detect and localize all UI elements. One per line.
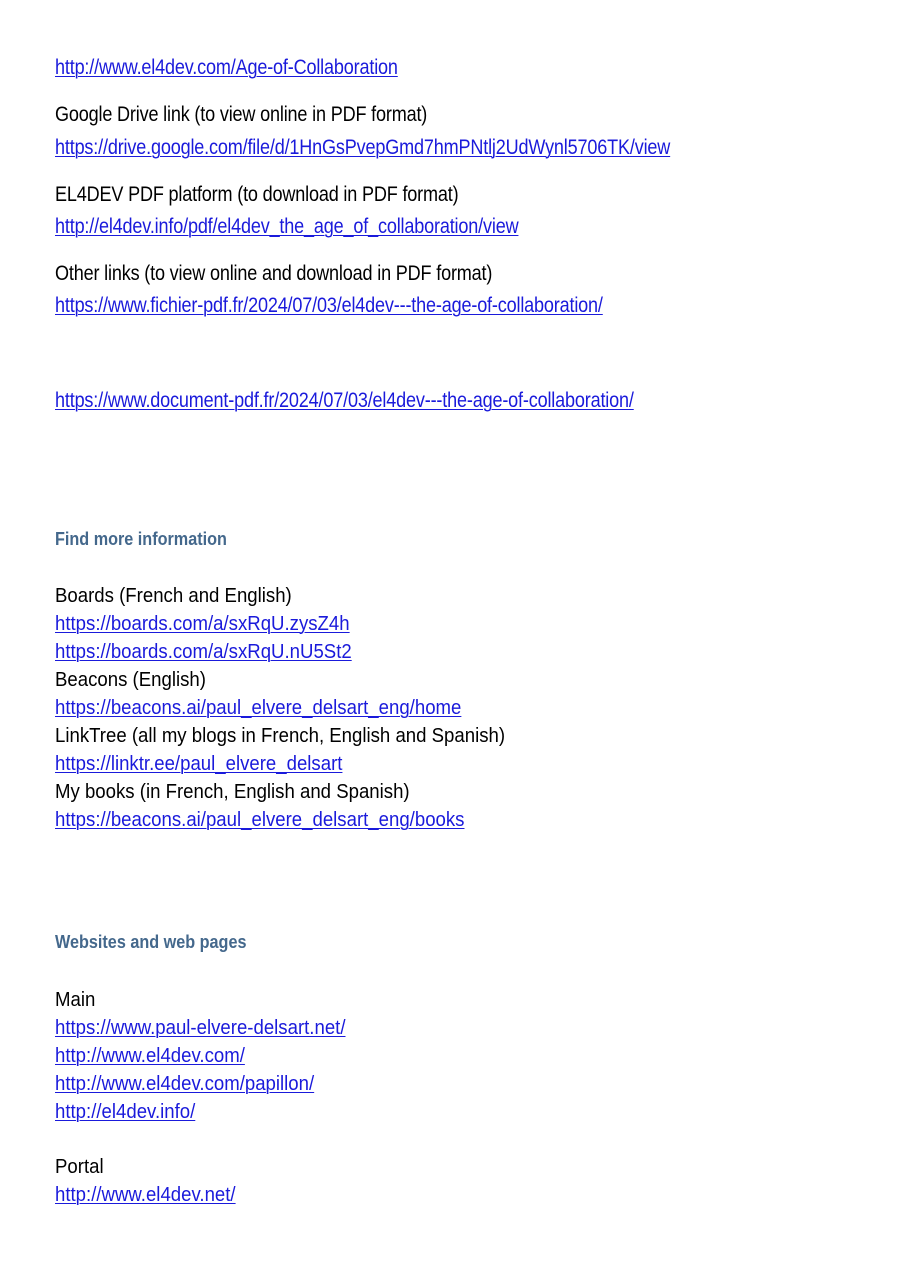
document-pdf-link[interactable]: https://www.document-pdf.fr/2024/07/03/el4dev---the-age-of-collaboration/ bbox=[55, 389, 634, 412]
beacons-books-link[interactable]: https://beacons.ai/paul_elvere_delsart_eng/books bbox=[55, 809, 465, 831]
pdf-platform-label: EL4DEV PDF platform (to download in PDF format) bbox=[55, 183, 459, 206]
pdf-platform-link[interactable]: http://el4dev.info/pdf/el4dev_the_age_of_collaboration/view bbox=[55, 215, 519, 238]
google-drive-link[interactable]: https://drive.google.com/file/d/1HnGsPvepGmd7hmPNtlj2UdWynl5706TK/view bbox=[55, 136, 671, 159]
age-of-collaboration-link[interactable]: http://www.el4dev.com/Age-of-Collaboration bbox=[55, 56, 398, 79]
other-links-label: Other links (to view online and download in PDF format) bbox=[55, 262, 493, 285]
el4dev-papillon-link[interactable]: http://www.el4dev.com/papillon/ bbox=[55, 1073, 315, 1095]
boards-link-2[interactable]: https://boards.com/a/sxRqU.nU5St2 bbox=[55, 641, 352, 663]
portal-label: Portal bbox=[55, 1156, 104, 1178]
el4dev-net-link[interactable]: http://www.el4dev.net/ bbox=[55, 1184, 236, 1206]
boards-label: Boards (French and English) bbox=[55, 585, 292, 607]
el4dev-info-link[interactable]: http://el4dev.info/ bbox=[55, 1101, 196, 1123]
websites-heading: Websites and web pages bbox=[55, 932, 247, 952]
main-label: Main bbox=[55, 989, 96, 1011]
boards-link-1[interactable]: https://boards.com/a/sxRqU.zysZ4h bbox=[55, 613, 350, 635]
google-drive-label: Google Drive link (to view online in PDF format) bbox=[55, 103, 428, 126]
beacons-label: Beacons (English) bbox=[55, 669, 206, 691]
linktree-link[interactable]: https://linktr.ee/paul_elvere_delsart bbox=[55, 753, 343, 775]
el4dev-com-link[interactable]: http://www.el4dev.com/ bbox=[55, 1045, 245, 1067]
paul-elvere-delsart-link[interactable]: https://www.paul-elvere-delsart.net/ bbox=[55, 1017, 346, 1039]
books-label: My books (in French, English and Spanish) bbox=[55, 781, 410, 803]
linktree-label: LinkTree (all my blogs in French, English and Spanish) bbox=[55, 725, 506, 747]
beacons-home-link[interactable]: https://beacons.ai/paul_elvere_delsart_eng/home bbox=[55, 697, 462, 719]
fichier-pdf-link[interactable]: https://www.fichier-pdf.fr/2024/07/03/el4dev---the-age-of-collaboration/ bbox=[55, 294, 603, 317]
find-more-heading: Find more information bbox=[55, 529, 227, 549]
